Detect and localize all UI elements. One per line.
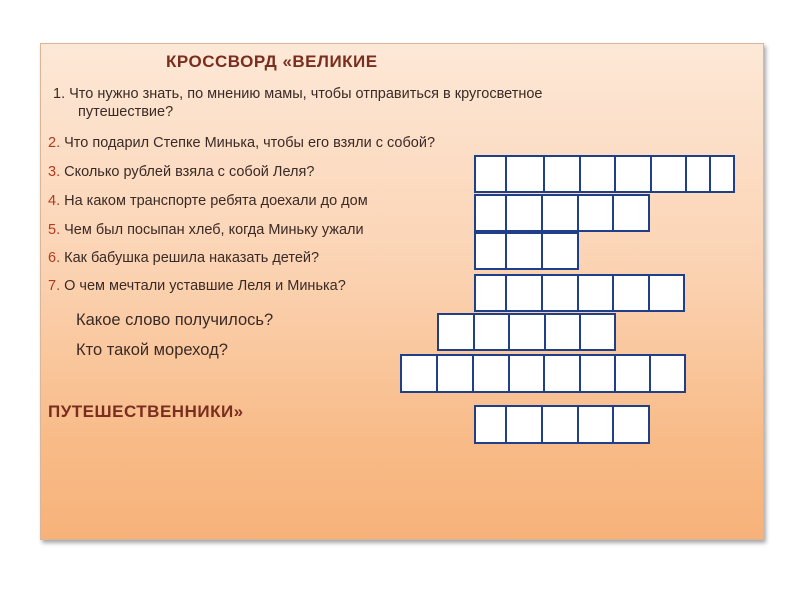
crossword-cell[interactable] (473, 313, 510, 351)
crossword-cell[interactable] (579, 354, 616, 393)
question-word: Какое слово получилось? (76, 311, 274, 329)
crossword-cell[interactable] (612, 274, 650, 312)
crossword-cell[interactable] (474, 405, 507, 444)
crossword-cell[interactable] (648, 274, 685, 312)
crossword-cell[interactable] (474, 232, 507, 270)
crossword-row-4 (474, 274, 685, 312)
question-3: 3. Сколько рублей взяла с собой Леля? (48, 164, 315, 180)
crossword-cell[interactable] (508, 354, 545, 393)
crossword-cell[interactable] (577, 194, 614, 232)
page-title: КРОССВОРД «ВЕЛИКИЕ (166, 52, 378, 71)
crossword-cell[interactable] (612, 194, 650, 232)
question-seafarer: Кто такой мореход? (76, 341, 228, 359)
question-1-continued: путешествие? (78, 104, 174, 120)
crossword-cell[interactable] (505, 155, 545, 193)
crossword-cell[interactable] (685, 155, 711, 193)
crossword-cell[interactable] (543, 155, 581, 193)
crossword-cell[interactable] (612, 405, 650, 444)
question-1: 1. Что нужно знать, по мнению мамы, чтобы отправиться в кругосветное (53, 86, 543, 102)
crossword-cell[interactable] (474, 274, 507, 312)
crossword-row-6 (400, 354, 686, 393)
crossword-cell[interactable] (474, 155, 507, 193)
crossword-row-1 (474, 155, 735, 193)
crossword-row-5 (437, 313, 616, 351)
crossword-cell[interactable] (505, 274, 543, 312)
question-5: 5. Чем был посыпан хлеб, когда Миньку ужали (48, 222, 364, 238)
question-4: 4. На каком транспорте ребята доехали до дом (48, 193, 368, 209)
question-6: 6. Как бабушка решила наказать детей? (48, 250, 320, 266)
crossword-cell[interactable] (541, 232, 579, 270)
crossword-cell[interactable] (541, 274, 579, 312)
crossword-cell[interactable] (505, 194, 543, 232)
footer-title: ПУТЕШЕСТВЕННИКИ» (48, 402, 244, 421)
crossword-cell[interactable] (544, 313, 581, 351)
crossword-cell[interactable] (579, 313, 616, 351)
question-2: 2. Что подарил Степке Минька, чтобы его взяли с собой? (48, 135, 436, 151)
crossword-cell[interactable] (541, 405, 579, 444)
crossword-cell[interactable] (472, 354, 510, 393)
crossword-cell[interactable] (474, 194, 507, 232)
crossword-cell[interactable] (579, 155, 616, 193)
crossword-cell[interactable] (543, 354, 581, 393)
crossword-cell[interactable] (650, 155, 687, 193)
crossword-cell[interactable] (614, 354, 651, 393)
crossword-cell[interactable] (541, 194, 579, 232)
crossword-cell[interactable] (437, 313, 475, 351)
crossword-cell[interactable] (505, 232, 543, 270)
crossword-cell[interactable] (508, 313, 546, 351)
crossword-cell[interactable] (709, 155, 735, 193)
crossword-row-3 (474, 232, 579, 270)
crossword-cell[interactable] (577, 405, 614, 444)
crossword-cell[interactable] (649, 354, 686, 393)
crossword-cell[interactable] (577, 274, 614, 312)
question-7: 7. О чем мечтали уставшие Леля и Минька? (48, 278, 346, 294)
crossword-cell[interactable] (505, 405, 543, 444)
crossword-row-2 (474, 194, 650, 232)
crossword-cell[interactable] (614, 155, 652, 193)
crossword-row-7 (474, 405, 650, 444)
crossword-cell[interactable] (400, 354, 438, 393)
crossword-cell[interactable] (436, 354, 474, 393)
